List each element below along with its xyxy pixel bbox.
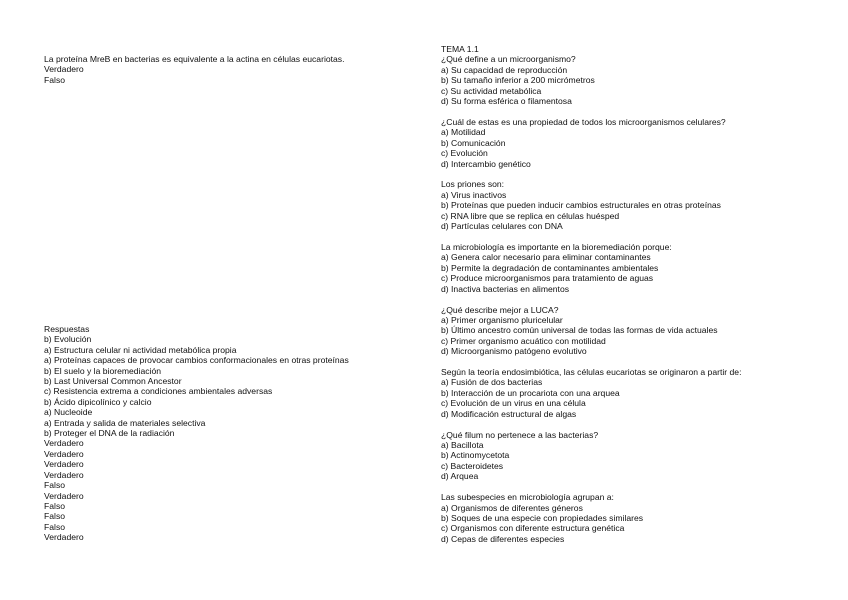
answer-option: c) Primer organismo acuático con motilidad bbox=[441, 335, 606, 346]
question-text: Las subespecies en microbiología agrupan a: bbox=[441, 492, 614, 503]
answer-item: b) Evolución bbox=[44, 334, 92, 345]
question-text: ¿Qué filum no pertenece a las bacterias? bbox=[441, 429, 599, 440]
question-text: ¿Qué define a un microorganismo? bbox=[441, 54, 576, 65]
answer-option: b) Comunicación bbox=[441, 137, 506, 148]
answer-item: Falso bbox=[44, 511, 66, 522]
question-block bbox=[441, 430, 801, 482]
answer-item: a) Entrada y salida de materiales selectiva bbox=[44, 417, 206, 428]
answer-item: Falso bbox=[44, 500, 66, 511]
question-text: ¿Qué describe mejor a LUCA? bbox=[441, 304, 559, 315]
answer-option: b) Soques de una especie con propiedades similares bbox=[441, 512, 644, 523]
answer-option: d) Cepas de diferentes especies bbox=[441, 533, 565, 544]
question-text: ¿Cuál de estas es una propiedad de todos los microorganismos celulares? bbox=[441, 116, 726, 127]
answers-list bbox=[44, 334, 414, 542]
answer-item: b) Last Universal Common Ancestor bbox=[44, 376, 182, 387]
option-false: Falso bbox=[44, 74, 66, 85]
answer-item: Verdadero bbox=[44, 532, 84, 543]
answer-option: d) Inactiva bacterias en alimentos bbox=[441, 283, 570, 294]
answer-option: a) Genera calor necesario para eliminar contaminantes bbox=[441, 252, 651, 263]
question-text: La microbiología es importante en la bioremediación porque: bbox=[441, 242, 672, 252]
answer-option: b) Proteínas que pueden inducir cambios estructurales en otras proteínas bbox=[441, 200, 721, 211]
question-text: Los priones son: bbox=[441, 179, 505, 190]
question-text: Según la teoría endosimbiótica, las células eucariotas se originaron a partir de: bbox=[441, 367, 742, 378]
answer-option: c) Evolución de un virus en una célula bbox=[441, 398, 586, 409]
answer-option: d) Arquea bbox=[441, 471, 479, 482]
answer-option: d) Su forma esférica o filamentosa bbox=[441, 96, 572, 107]
answer-option: b) Último ancestro común universal de todas las formas de vida actuales bbox=[441, 325, 718, 336]
option-true: Verdadero bbox=[44, 64, 84, 75]
question-block bbox=[441, 367, 801, 419]
answer-item: a) Proteínas capaces de provocar cambios conformacionales en otras proteínas bbox=[44, 355, 349, 366]
answer-option: c) Evolución bbox=[441, 148, 488, 159]
question-block bbox=[441, 305, 801, 357]
answer-option: b) Su tamaño inferior a 200 micrómetros bbox=[441, 75, 595, 86]
question-block bbox=[441, 117, 801, 169]
answer-option: d) Partículas celulares con DNA bbox=[441, 221, 563, 232]
answer-option: c) Bacteroidetes bbox=[441, 460, 504, 471]
question-block bbox=[441, 54, 801, 106]
answer-item: a) Estructura celular ni actividad metabólica propia bbox=[44, 344, 237, 355]
answer-item: Verdadero bbox=[44, 469, 84, 480]
answer-item: Verdadero bbox=[44, 438, 84, 449]
answer-item: Verdadero bbox=[44, 448, 84, 459]
answer-option: b) Interacción de un procariota con una arquea bbox=[441, 387, 620, 398]
answers-section bbox=[44, 324, 414, 543]
answer-option: c) Produce microorganismos para tratamiento de aguas bbox=[441, 273, 654, 284]
answer-item: Falso bbox=[44, 521, 66, 532]
answer-option: a) Organismos de diferentes géneros bbox=[441, 502, 583, 513]
true-false-question bbox=[44, 54, 414, 85]
quiz-section bbox=[441, 44, 801, 544]
answers-heading: Respuestas bbox=[44, 324, 90, 334]
answer-option: d) Modificación estructural de algas bbox=[441, 408, 577, 419]
answer-item: c) Resistencia extrema a condiciones ambientales adversas bbox=[44, 386, 273, 397]
answer-option: a) Su capacidad de reproducción bbox=[441, 64, 568, 75]
answer-item: Verdadero bbox=[44, 459, 84, 470]
answer-item: b) Ácido dipicolínico y calcio bbox=[44, 396, 152, 407]
answer-item: b) El suelo y la bioremediación bbox=[44, 365, 162, 376]
answer-item: Verdadero bbox=[44, 490, 84, 501]
answer-item: a) Nucleoide bbox=[44, 407, 93, 418]
answer-option: c) RNA libre que se replica en células huésped bbox=[441, 210, 620, 221]
answer-option: c) Su actividad metabólica bbox=[441, 85, 542, 96]
answer-item: Falso bbox=[44, 480, 66, 491]
answer-option: a) Fusión de dos bacterias bbox=[441, 377, 543, 388]
question-block bbox=[441, 492, 801, 544]
question-block bbox=[441, 242, 801, 294]
question-statement: La proteína MreB en bacterias es equivalente a la actina en células eucariotas. bbox=[44, 54, 345, 64]
answer-item: b) Proteger el DNA de la radiación bbox=[44, 428, 175, 439]
answer-option: c) Organismos con diferente estructura genética bbox=[441, 523, 625, 534]
answer-option: a) Motilidad bbox=[441, 127, 486, 138]
question-block bbox=[441, 179, 801, 231]
question-list bbox=[441, 54, 801, 544]
answer-option: a) Bacillota bbox=[441, 440, 484, 450]
answer-option: d) Microorganismo patógeno evolutivo bbox=[441, 346, 587, 357]
answer-option: b) Permite la degradación de contaminantes ambientales bbox=[441, 262, 659, 273]
topic-heading: TEMA 1.1 bbox=[441, 44, 479, 54]
answer-option: a) Primer organismo pluricelular bbox=[441, 314, 563, 325]
answer-option: a) Virus inactivos bbox=[441, 189, 507, 200]
answer-option: b) Actinomycetota bbox=[441, 450, 510, 461]
answer-option: d) Intercambio genético bbox=[441, 158, 531, 169]
